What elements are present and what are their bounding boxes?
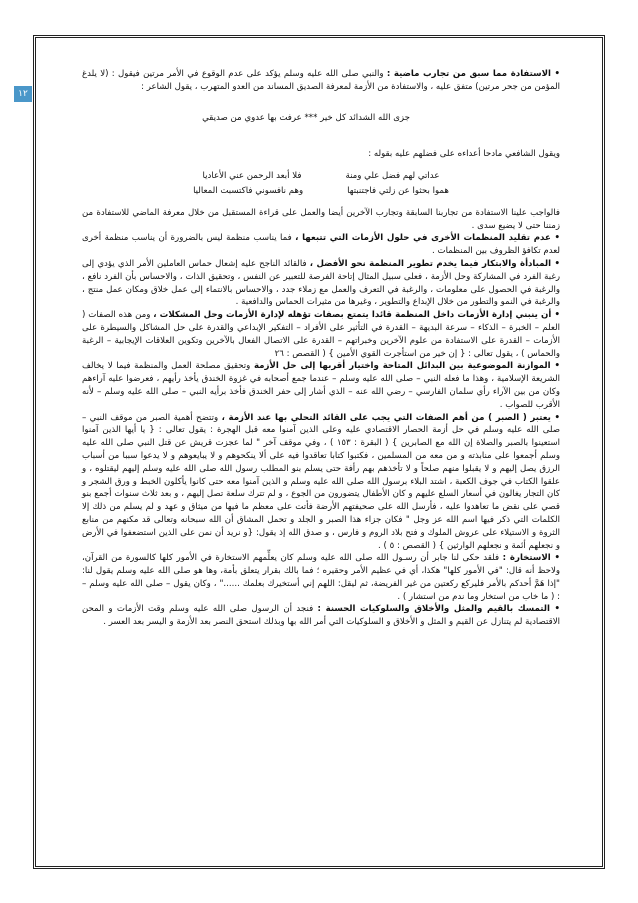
verse-shadaid: جزى الله الشدائد كل خير *** عرفت بها عدوي من صديقي <box>202 112 410 123</box>
text-values: فنجد أن الرسول صلى الله عليه وسلم وقت الأزمات و المحن الاقتصادية لم يتنازل عن القيم و المثل و الأخلاق و السلوكيات التي أمر الله بها وبذلك استحق النصر بعد الأزمة و اليسر بعد العسر . <box>82 604 560 628</box>
poem-line-2-left: وهم نافسوني فاكتسبت المعاليا <box>193 185 304 196</box>
poem-line-2 <box>82 185 560 198</box>
paragraph-lessons-past <box>82 68 560 94</box>
paragraph-duty: فالواجب علينا الاستفادة من تجاربنا السابقة وتجارب الآخرين أيضا والعمل على قراءة المستقبل من خلال معرفة الماضي للاستفادة من زمننا حتى لا يضيع سدى . <box>82 207 560 231</box>
text-patience: وتتضح أهمية الصبر من موقف النبي – صلى الله عليه وسلم في حل أزمة الحصار الاقتصادي عليه وعلى الذين آمنوا معه قبل الهجرة : يقول تعالى : { يا أيها الذين آمنوا استعينوا بالصبر والصلاة إن الله مع الصابرين } ( البقرة : ١٥٣ ) ، وفي موقف آخر " لما عجزت قريش عن قتل النبي صلى الله عليه وسلم أجمعوا على منابذته و من معه من المسلمين ، فكتبوا كتابا تعاقدوا فيه على ألا ينكحوهم و لا يبايعوهم و لا يدعوا سببا من أسباب الرزق يصل إليهم و لا يقبلوا منهم صلحاً و لا تأخذهم بهم رأفة حتى يسلم بنو المطلب رسول الله صلى الله عليه وسلم إليهم ليقتلوه ، و علقوا الكتاب في جوف الكعبة ، اشتد البلاء برسول الله صلى الله عليه وسلم و الذين آمنوا معه حتى كانوا يأكلون الخبط و ورق الشجر و كان التجار يغالون في أسعار السلع عليهم و كان الأطفال يتضورون من الجوع ، و لم تترك سلعة تصل إليهم ، و بعد ثلاث سنوات أجمع بنو قصي على نقض ما تعاهدوا عليه ، فأرسل الله على صحيفتهم الأرضة فأتت على معظم ما فيها من ميثاق و عهد و لم يسلم من ذلك إلا الكلمات التي ذكر فيها اسم الله عز وجل " فكان جزاء هذا الصبر و الجلد و تحمل المشاق أن الله سبحانه وتعالى قد مكنهم من منابع الثروة و الاستيلاء على عروش الملوك و فتح بلاد الروم و فارس ، و صدق الله إذ يقول: {و نريد أن نمن على الذين استضعفوا في الأرض و نجعلهم أئمة و نجعلهم الوارثين } ( القصص : ٥ ) . <box>82 412 560 551</box>
paragraph-values <box>82 603 560 629</box>
paragraph-patience <box>82 412 560 553</box>
text-balance: وتحقيق مصلحة العمل والمنظمة فيما لا يخالف الشريعة الإسلامية ، وهذا ما فعله النبي – صلى الله عليه وسلم – عندما جمع أصحابه في غزوة الخندق يأخذ رأيهم ، فعرضوا عليه آراءهم وكان من بين الآراء رأي سلمان الفارسي – رضي الله عنه – الذي أشار إلى حفر الخندق فأخذ برأيه النبي – صلى الله عليه وسلم – لأنه الأقرب للصواب . <box>82 361 560 410</box>
page-number: ١٢ <box>14 86 32 102</box>
poem-line-1 <box>82 170 560 183</box>
text-lessons-past: والنبي صلى الله عليه وسلم يؤكد على عدم الوقوع في الأمر مرتين فيقول : (لا يلدغ المؤمن من جحر مرتين) متفق عليه ، والاستفادة من الأزمة لمعرفة الصديق المساند من العدو المتهرب ، يقول الشاعر : <box>82 69 560 92</box>
paragraph-istikhara <box>82 552 560 603</box>
page-content <box>82 68 560 629</box>
paragraph-initiative <box>82 258 560 309</box>
poem-line-2-right: هموا بحثوا عن زلتي فاجتنبتها <box>347 185 449 196</box>
shafii-intro: ويقول الشافعي مادحا أعداءه على فضلهم عليه بقوله : <box>368 149 560 160</box>
heading-lessons-past: • الاستفادة مما سبق من تجارب ماضية : <box>386 69 561 79</box>
text-initiative: فالقائد الناجح عليه إشعال حماس العاملين الأمر الذي يؤدي إلى رغبة الفرد في المشاركة وحل الأزمة ، فعلى سبيل المثال إتاحة الفرصة للتعبير عن النفس ، وتحقيق الذات ، والاحساس بأن الفرد نافع ، والرغبة في الحصول على معلومات ، والرغبة في التعرف والعمل مع زملاء جدد ، والاحساس بالانتماء إلى عمل خلاق ومكان عمل منتج ، والرغبة في النمو والتطور من خلال الإبداع والتطوير ، وغيرها من مثيرات الحماس والدافعية . <box>82 258 560 308</box>
heading-values: • التمسك بالقيم والمثل والأخلاق والسلوكيات الحسنة : <box>317 604 560 615</box>
paragraph-balance <box>82 360 560 411</box>
heading-initiative: • المبادأة والابتكار فيما يخدم تطوير المنظمة نحو الأفضل ، <box>309 258 560 269</box>
text-leader-traits: ومن هذه الصفات ( العلم – الخبرة – الذكاء – سرعة البديهة – القدرة في التأثير على الأفراد – التفكير الإبداعي والقدرة على حل المشاكل والسيطرة على الأزمات – القدرة على الاستفادة من علوم الآخرين وخبراتهم – القدرة على الاتصال الفعال بالآخرين وتكوين العلاقات الإيجابية – الرغبة والحماس ) ، يقول تعالى : { إن خير من استأجرت القوي الأمين } ( القصص : ٢٦ <box>82 310 560 359</box>
text-no-imitation: فما يناسب منظمة ليس بالضرورة أن يناسب منظمة أخرى لعدم تكافؤ الظروف بين المنظمات . <box>82 233 560 257</box>
heading-balance: • الموازنة الموضوعية بين البدائل المتاحة واختيار أقربها إلى حل الأزمة <box>253 361 560 372</box>
heading-leader-traits: • أن ينبني إدارة الأزمات داخل المنظمة قائدا يتمتع بصفات تؤهله لإدارة الأزمات وحل المشكلات ، <box>153 310 560 321</box>
heading-no-imitation: • عدم تقليد المنظمات الأخرى في حلول الأزمات التي تتبعها ، <box>295 233 560 244</box>
text-istikhara: فلقد حكى لنا جابر أن رسـول الله صلى الله عليه وسلم كان يعلِّمهم الاستخارة في الأمور كلها كالسورة من القرآن، ولاحظ أنه قال: "في الأمور كلها" هكذا، أي في عظيم الأمر وحقيره ؛ فما بالك بقرار يتعلق بأمة، وها هو صلى الله عليه وسلم يقول لنا: "إذا هَمَّ أحدكم بالأمر فليركع ركعتين من غير الفريضة، ثم ليقل: اللهم إني أستخيرك بعلمك ......" ، وكان يقول – صلى الله عليه وسلم – : ( ما خاب من استخار وما ندم من استشار ) . <box>82 553 560 602</box>
heading-patience: • يعتبر ( الصبر ) من أهم الصفات التي يجب على القائد التحلي بها عند الأزمة ، <box>221 412 560 423</box>
paragraph-no-imitation <box>82 232 560 258</box>
paragraph-leader-traits <box>82 309 560 360</box>
poem-line-1-right: عداتي لهم فضل علي ومنة <box>345 171 440 182</box>
poem-line-1-left: فلا أبعد الرحمن عني الأعاديا <box>202 171 302 182</box>
heading-istikhara: • الاستخارة : <box>502 553 560 564</box>
